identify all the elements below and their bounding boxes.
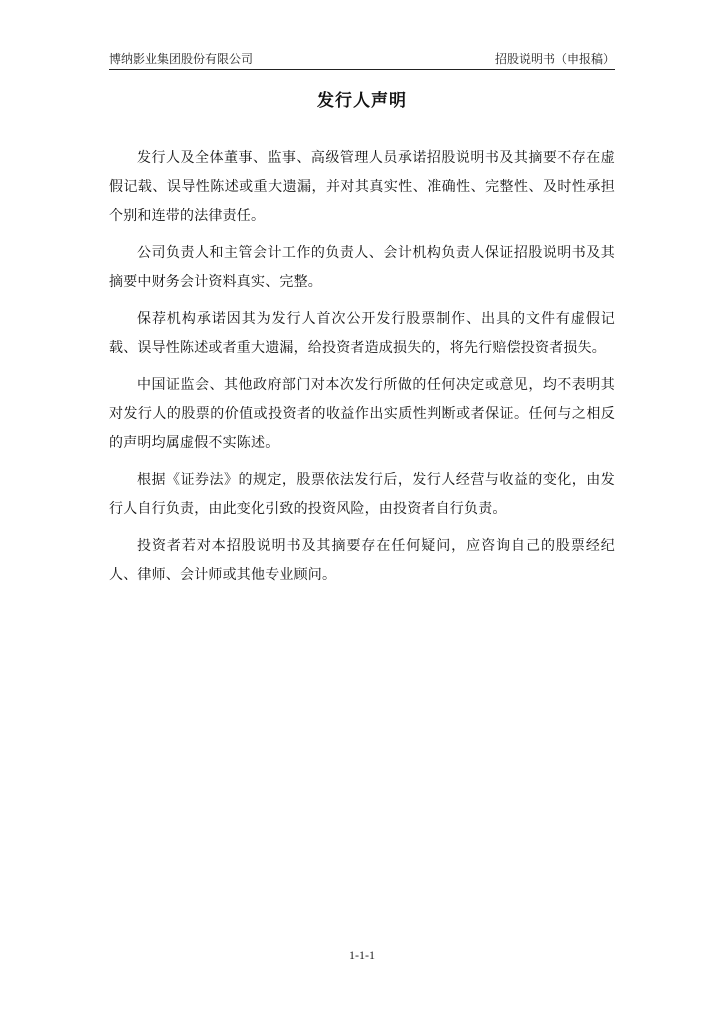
statement-paragraph: 发行人及全体董事、监事、高级管理人员承诺招股说明书及其摘要不存在虚假记载、误导性陈述或重大遗漏，并对其真实性、准确性、完整性、及时性承担个别和连带的法律责任。 <box>109 150 615 224</box>
statement-paragraph: 投资者若对本招股说明书及其摘要存在任何疑问，应咨询自己的股票经纪人、律师、会计师或其他专业顾问。 <box>109 538 615 583</box>
page-header <box>109 50 615 68</box>
statement-paragraph: 中国证监会、其他政府部门对本次发行所做的任何决定或意见，均不表明其对发行人的股票的价值或投资者的收益作出实质性判断或者保证。任何与之相反的声明均属虚假不实陈述。 <box>109 377 615 451</box>
statement-body <box>109 144 615 598</box>
header-company-name: 博纳影业集团股份有限公司 <box>109 52 254 66</box>
document-title: 发行人声明 <box>317 91 407 111</box>
statement-paragraph: 根据《证券法》的规定，股票依法发行后，发行人经营与收益的变化，由发行人自行负责，由此变化引致的投资风险，由投资者自行负责。 <box>109 472 615 517</box>
statement-paragraph: 保荐机构承诺因其为发行人首次公开发行股票制作、出具的文件有虚假记载、误导性陈述或者重大遗漏，给投资者造成损失的，将先行赔偿投资者损失。 <box>109 311 615 356</box>
header-document-type: 招股说明书（申报稿） <box>494 52 615 66</box>
statement-paragraph: 公司负责人和主管会计工作的负责人、会计机构负责人保证招股说明书及其摘要中财务会计资料真实、完整。 <box>109 245 615 290</box>
page-number: 1-1-1 <box>349 948 375 962</box>
header-divider <box>109 69 615 70</box>
